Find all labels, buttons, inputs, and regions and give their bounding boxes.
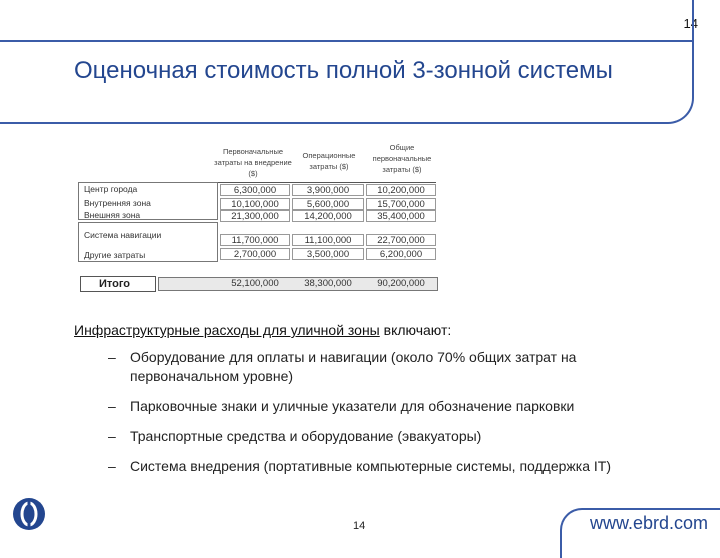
title-rule — [0, 40, 694, 42]
cost-table — [78, 138, 438, 298]
table-cell: 5,600,000 — [292, 198, 364, 210]
table-cell: 10,100,000 — [220, 198, 290, 210]
intro-underlined: Инфраструктурные расходы для уличной зоны — [74, 322, 380, 338]
ebrd-logo-icon — [12, 497, 46, 531]
table-cell: 21,300,000 — [220, 210, 290, 222]
bullet-marker: – — [108, 428, 116, 444]
total-cell: 90,200,000 — [377, 278, 425, 289]
bullet-text: Оборудование для оплаты и навигации (около 70% общих затрат на первоначальном уровне) — [130, 349, 577, 384]
bullet-text: Парковочные знаки и уличные указатели для обозначение парковки — [130, 398, 575, 414]
table-cell: 3,900,000 — [292, 184, 364, 196]
column-header: Первоначальные затраты на внедрение ($) — [214, 147, 292, 178]
table-cell: 6,200,000 — [366, 248, 436, 260]
page-number-top: 14 — [683, 16, 698, 31]
list-item — [108, 397, 668, 416]
bullet-text: Транспортные средства и оборудование (эвакуаторы) — [130, 428, 482, 444]
table-cell: 2,700,000 — [220, 248, 290, 260]
row-label: Система навигации — [84, 230, 162, 240]
column-header: Общие первоначальные затраты ($) — [372, 143, 432, 174]
bullet-marker: – — [108, 398, 116, 414]
row-label: Внутренняя зона — [84, 198, 151, 208]
slide-title: Оценочная стоимость полной 3-зонной системы — [74, 57, 613, 84]
list-item — [108, 457, 668, 476]
page-number-bottom: 14 — [353, 520, 366, 532]
table-cell: 14,200,000 — [292, 210, 364, 222]
table-cell: 10,200,000 — [366, 184, 436, 196]
table-cell: 6,300,000 — [220, 184, 290, 196]
bullet-marker: – — [108, 349, 116, 365]
column-header: Операционные затраты ($) — [302, 151, 356, 171]
bullet-text: Система внедрения (портативные компьютерные системы, поддержка IT) — [130, 458, 611, 474]
table-cell: 35,400,000 — [366, 210, 436, 222]
total-label: Итого — [80, 276, 156, 292]
bullet-marker: – — [108, 458, 116, 474]
list-item — [108, 427, 668, 446]
website-link[interactable]: www.ebrd.com — [590, 513, 709, 533]
table-cell: 22,700,000 — [366, 234, 436, 246]
row-label: Центр города — [84, 184, 138, 194]
row-label: Другие затраты — [84, 250, 146, 260]
intro-rest: включают: — [379, 322, 452, 338]
row-label: Внешняя зона — [84, 210, 141, 220]
table-cell: 11,700,000 — [220, 234, 290, 246]
list-item — [108, 348, 668, 386]
table-cell: 3,500,000 — [292, 248, 364, 260]
total-cell: 38,300,000 — [304, 278, 352, 289]
table-cell: 11,100,000 — [292, 234, 364, 246]
header-divider — [216, 182, 436, 183]
table-cell: 15,700,000 — [366, 198, 436, 210]
total-cell: 52,100,000 — [231, 278, 279, 289]
intro-text — [74, 322, 451, 338]
bullet-list — [108, 348, 668, 487]
